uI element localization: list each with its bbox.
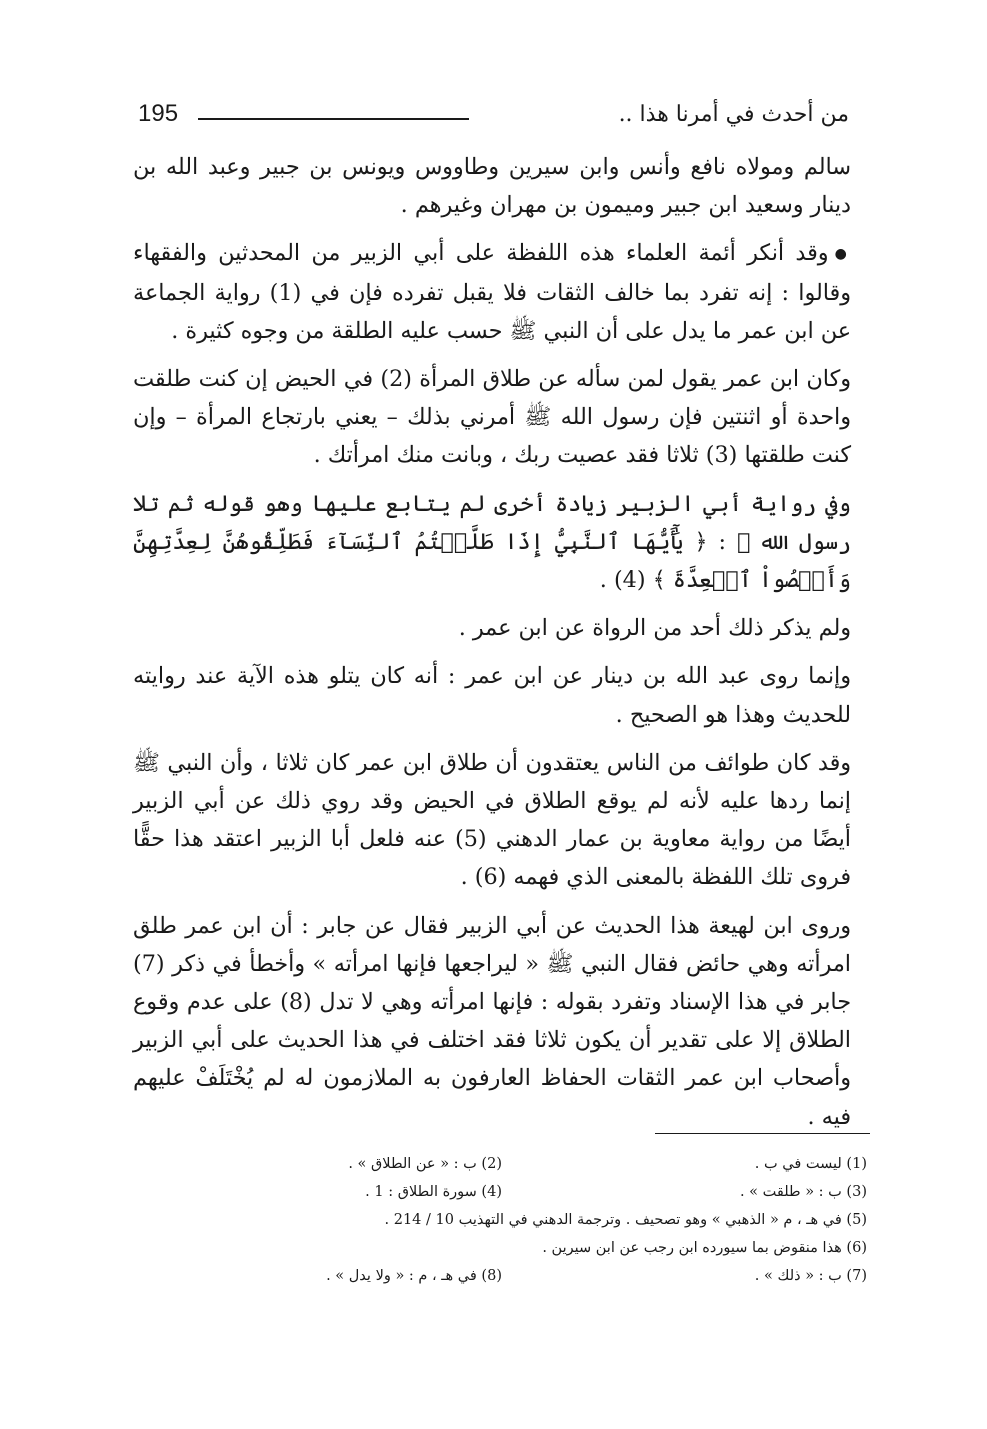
footnote-row — [160, 1262, 867, 1290]
header-rule — [198, 118, 469, 120]
page-number: 195 — [138, 100, 179, 127]
footnote-row — [160, 1234, 867, 1262]
footnote-7: (7) ب : « ذلك » . — [754, 1268, 867, 1284]
bullet-icon: ● — [834, 246, 851, 263]
footnote-row — [160, 1178, 867, 1206]
paragraph-1: سالم ومولاه نافع وأنس وابن سيرين وطاووس ويونس بن جبير وعبد الله بن دينار وسعيد ابن جبير وميمون بن مهران وغيرهم . — [133, 154, 851, 219]
paragraph-5: ولم يذكر ذلك أحد من الرواة عن ابن عمر . — [458, 615, 851, 642]
footnote-4: (4) سورة الطلاق : 1 . — [365, 1184, 502, 1200]
footnote-row — [160, 1206, 867, 1234]
paragraph-8: وروى ابن لهيعة هذا الحديث عن أبي الزبير فقال عن جابر : أن ابن عمر طلق امرأته وهي حائض فقال النبي ﷺ « ليراجعها فإنها امرأته » وأخطأ في ذكر (7) جابر في هذا الإسناد وتفرد بقوله : فإنها امرأته وهي لا تدل (8) على عدم وقوع الطلاق إلا على تقدير أن يكون ثلاثا فقد اختلف في هذا الحديث على أبي الزبير وأصحاب ابن عمر الثقات الحفاظ العارفون به الملازمون له لم يُخْتَلَفْ عليهم فيه . — [133, 912, 852, 1130]
footnote-1: (1) ليست في ب . — [754, 1156, 867, 1172]
footnote-separator — [655, 1133, 870, 1134]
main-text — [133, 148, 851, 1146]
paragraph-7: وقد كان طوائف من الناس يعتقدون أن طلاق ابن عمر كان ثلاثا ، وأن النبي ﷺ إنما ردها عليه لأنه لم يوقع الطلاق في الحيض وقد روي ذلك عن أبي الزبير أيضًا من رواية معاوية بن عمار الدهني (5) عنه فلعل أبا الزبير اعتقد هذا حقًّا فروى تلك اللفظة بالمعنى الذي فهمه (6) . — [133, 749, 851, 891]
paragraph-2 — [133, 234, 851, 350]
paragraph-4: وفي رواية أبي الزبير زيادة أخرى لم يتابع عليها وهو قوله ثم تلا رسول الله ﷺ : ﴿ يَٰٓأَيُّهَا ٱلنَّبِيُّ إِذَا طَلَّقۡتُمُ ٱلنِّسَآءَ فَطَلِّقُوهُنَّ لِعِدَّتِهِنَّ وَأَحۡصُواْ ٱلۡعِدَّةَ ﴾ (4) . — [133, 490, 851, 593]
running-title: من أحدث في أمرنا هذا .. — [618, 102, 849, 127]
page-header — [138, 98, 849, 138]
footnote-6: (6) هذا منقوض بما سيورده ابن رجب عن ابن سيرين . — [542, 1240, 867, 1256]
paragraph-3: وكان ابن عمر يقول لمن سأله عن طلاق المرأة (2) في الحيض إن كنت طلقت واحدة أو اثنتين فإن رسول الله ﷺ أمرني بذلك – يعني بارتجاع المرأة – وإن كنت طلقتها (3) ثلاثا فقد عصيت ربك ، وبانت منك امرأتك . — [133, 365, 851, 469]
footnote-2: (2) ب : « عن الطلاق » . — [348, 1156, 502, 1172]
paragraph-6: وإنما روى عبد الله بن دينار عن ابن عمر : أنه كان يتلو هذه الآية عند روايته للحديث وهذا هو الصحيح . — [133, 663, 851, 728]
footnote-5: (5) في هـ ، م « الذهبي » وهو تصحيف . وترجمة الدهني في التهذيب 10 / 214 . — [384, 1212, 867, 1228]
footnote-row — [160, 1150, 867, 1178]
footnote-3: (3) ب : « طلقت » . — [739, 1184, 867, 1200]
footnotes — [160, 1150, 867, 1290]
paragraph-2-text: وقد أنكر أئمة العلماء هذه اللفظة على أبي الزبير من المحدثين والفقهاء وقالوا : إنه تفرد بما خالف الثقات فلا يقبل تفرده فإن في (1) رواية الجماعة عن ابن عمر ما يدل على أن النبي ﷺ حسب عليه الطلقة من وجوه كثيرة . — [133, 240, 851, 344]
footnote-8: (8) في هـ ، م : « ولا يدل » . — [326, 1268, 502, 1284]
